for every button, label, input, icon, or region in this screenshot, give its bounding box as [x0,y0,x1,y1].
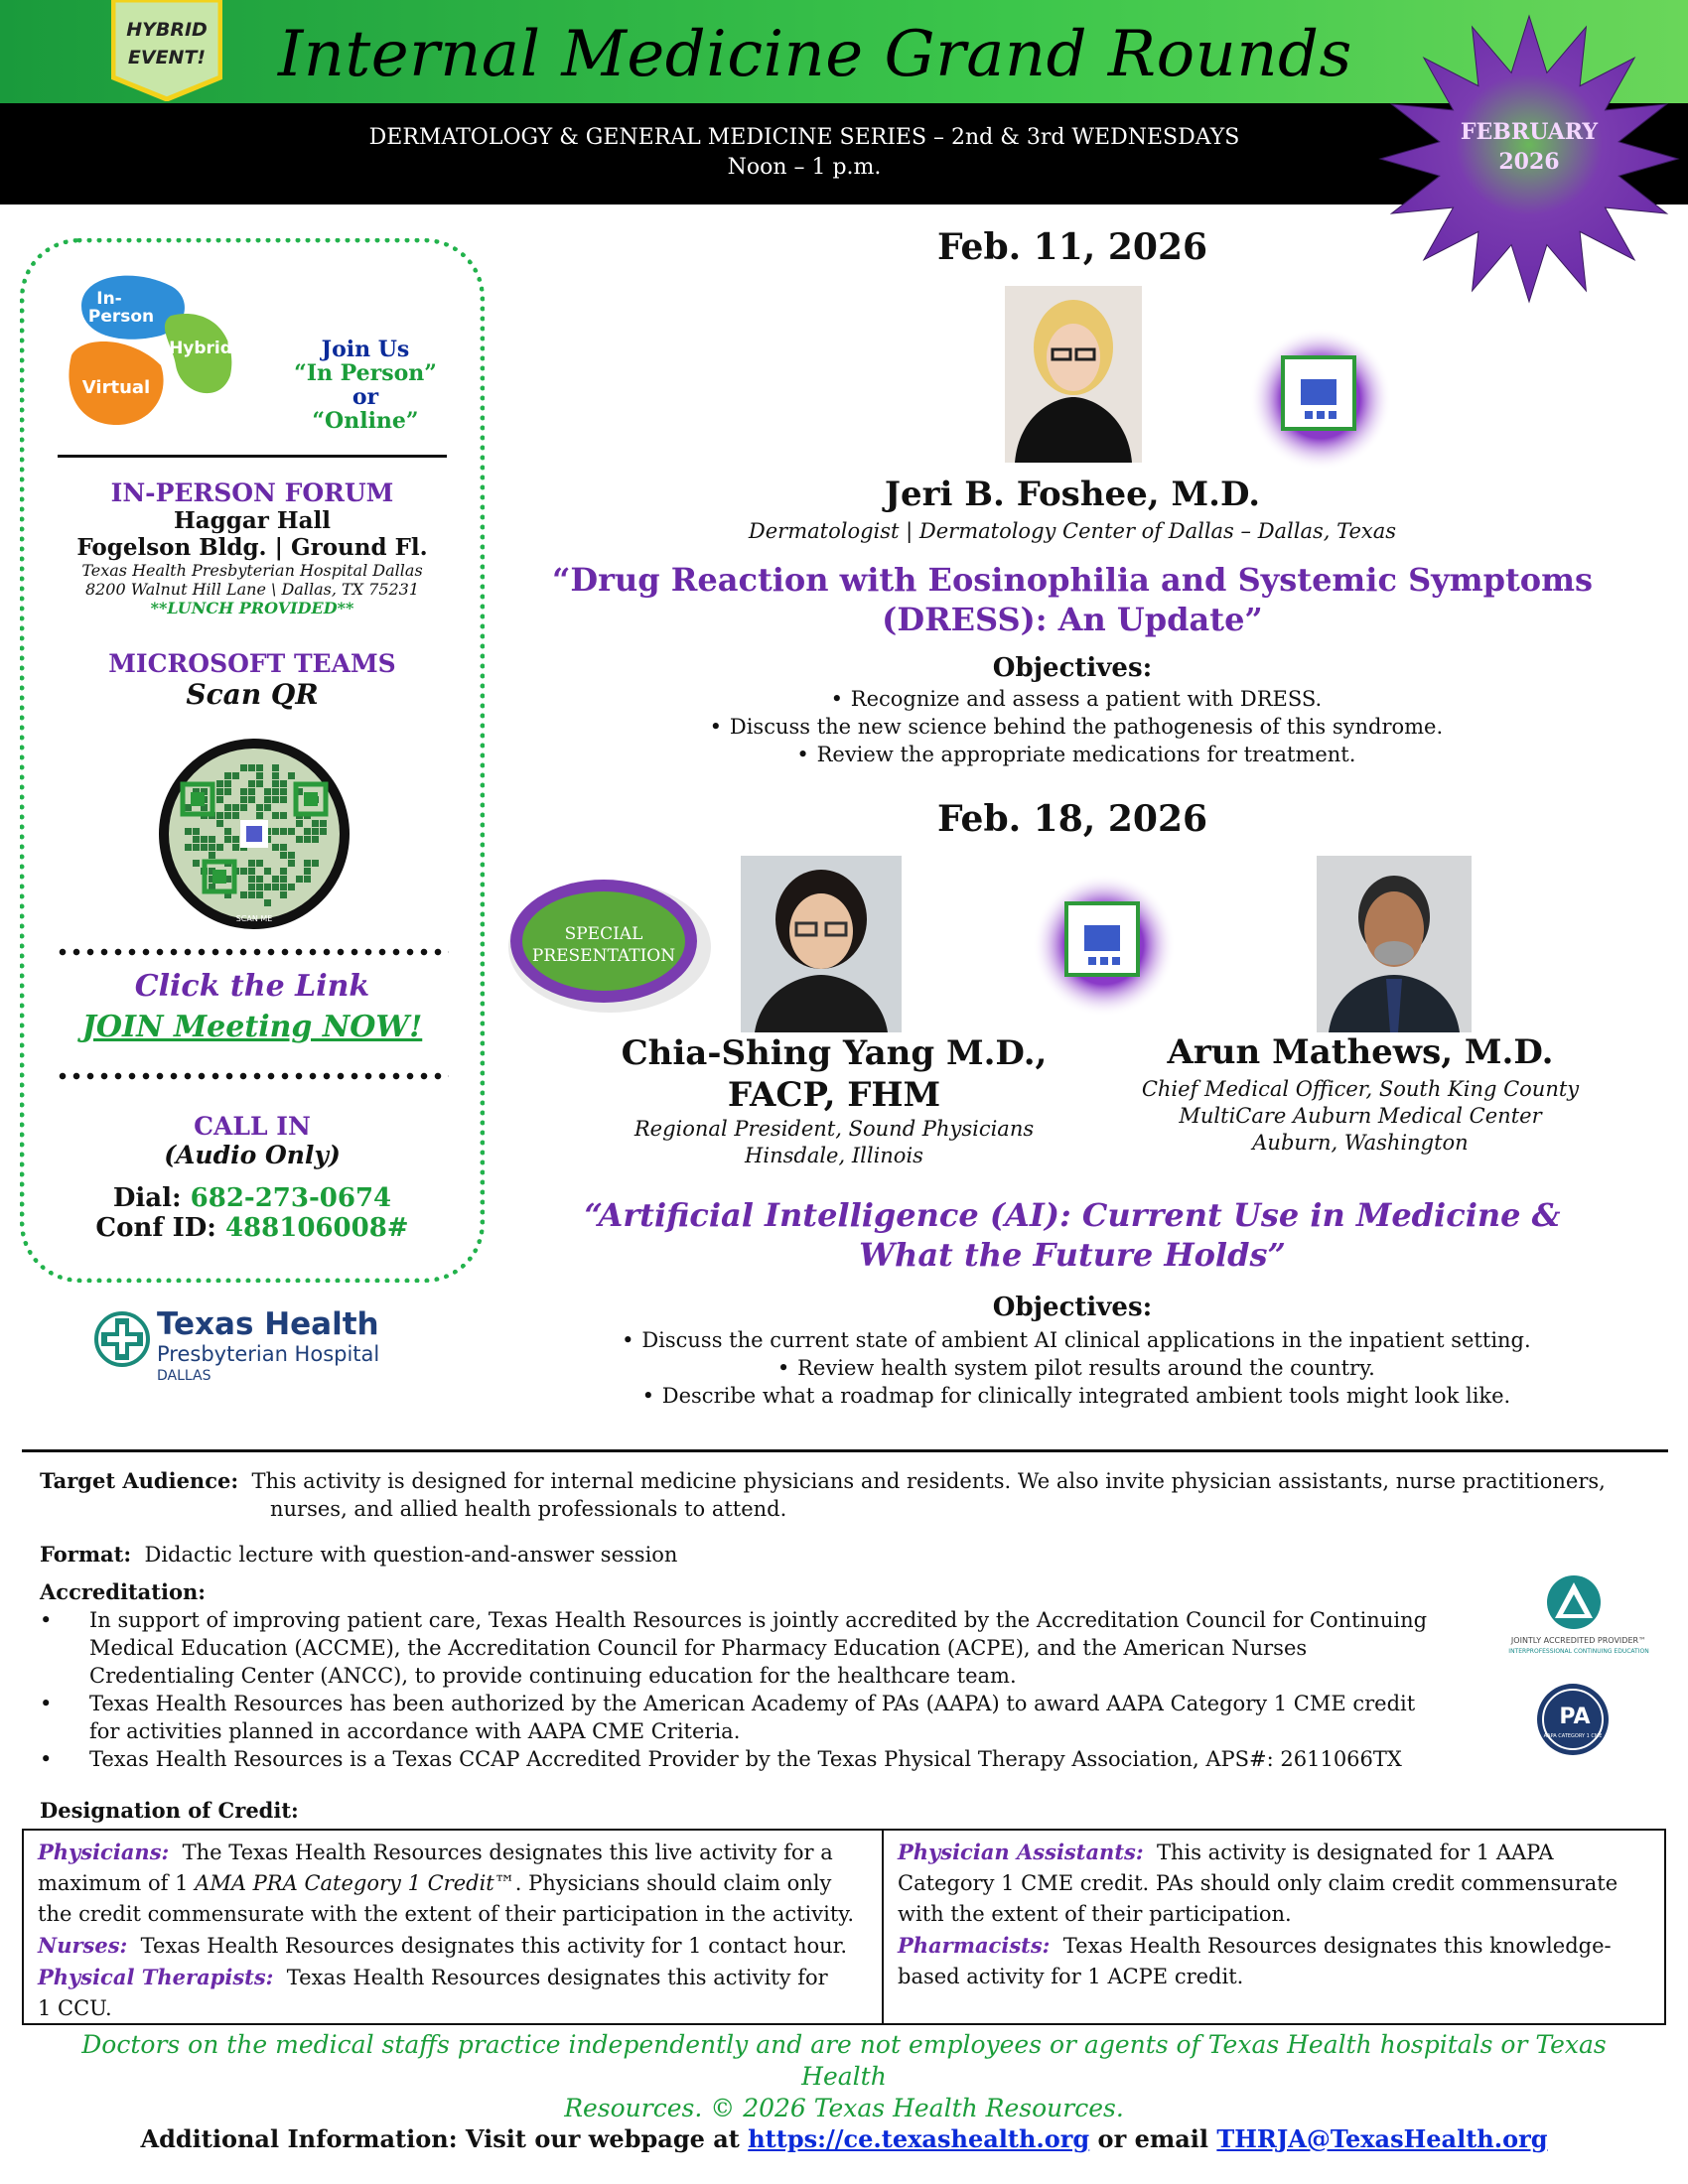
section-divider [22,1449,1668,1452]
accred-item: • In support of improving patient care, Texas Health Resources is jointly accredited by the Accreditation Council for Continuing Medical Education (ACCME), the Accreditation Council for Pharmacy Education (ACPE), and the American Nurses Credentialing Center (ANCC), to provide continuing education for the healthcare team. [40,1608,1428,1688]
accreditation-list [40,1606,1489,1773]
live-in-person-badge [1249,328,1392,471]
lunch-note: **LUNCH PROVIDED** [150,599,354,617]
dial-line [40,1183,465,1213]
affil1-line2: Hinsdale, Illinois [745,1144,923,1167]
join-line4: “Online” [312,408,419,434]
format-label: Format: [40,1542,132,1567]
special-line2: PRESENTATION [531,946,676,966]
email-link[interactable]: THRJA@TexasHealth.org [1216,2124,1548,2153]
credit-left-column [38,1837,872,2024]
conf-line [40,1213,465,1243]
designation-heading: Designation of Credit: [40,1798,299,1823]
dotted-divider [56,948,449,956]
thd-cross-icon [93,1310,151,1368]
page-title: Internal Medicine Grand Rounds [278,18,1352,91]
credit-text: Texas Health Resources designates this knowledge- [1062,1934,1612,1958]
credit-text: The Texas Health Resources designates this live activity for a [182,1841,833,1864]
logo-word-virtual: Virtual [81,377,151,398]
objective-item: • Recognize and assess a patient with DRESS. [830,687,1323,711]
teams-sub: Scan QR [186,678,319,711]
audience-text: This activity is designed for internal medicine physicians and residents. We also invite physician assistants, nurse practitioners, [251,1469,1606,1493]
session1-title [506,560,1638,639]
click-link-section [40,969,465,1044]
dotted-divider [56,1072,449,1080]
or-email-text: or email [1089,2124,1217,2153]
dial-number[interactable]: 682-273-0674 [190,1183,392,1213]
credit-role-physicians: Physicians: [38,1840,170,1864]
table-divider [882,1831,884,2023]
thd-name: Texas Health [157,1306,379,1342]
credit-role-pa: Physician Assistants: [898,1840,1144,1864]
jointly-accredited-logo [1489,1572,1668,1662]
format-line [40,1541,1430,1569]
credit-text: ™. Physicians should claim only [493,1871,832,1895]
join-line3: or [352,384,379,410]
session1-affiliation: Dermatologist | Dermatology Center of Dallas – Dallas, Texas [748,519,1397,543]
aapa-pa: PA [1559,1705,1591,1729]
credit-text: based activity for 1 ACPE credit. [898,1965,1244,1988]
conf-label: Conf ID: [95,1213,216,1243]
session1-title-line2: (DRESS): An Update” [882,601,1263,638]
credit-table [22,1829,1666,2025]
thd-city: DALLAS [157,1368,211,1384]
call-heading: CALL IN [194,1112,311,1141]
texas-health-logo [93,1306,411,1386]
series-time: Noon – 1 p.m. [727,155,882,180]
credit-text: Texas Health Resources designates this activity for [286,1966,828,1989]
join-line2: “In Person” [294,360,437,386]
dial-label: Dial: [112,1183,182,1213]
hybrid-tag-line2: EVENT! [127,47,207,68]
special-presentation-badge [504,870,715,1019]
session2-date: Feb. 18, 2026 [936,798,1208,840]
accred-item: • Texas Health Resources is a Texas CCAP Accredited Provider by the Texas Physical Therapy Association, APS#: 2611066TX [40,1747,1402,1771]
speaker1-name-line2: FACP, FHM [727,1075,941,1115]
credit-role-pharmacists: Pharmacists: [898,1933,1051,1958]
objective-item: • Discuss the new science behind the pathogenesis of this syndrome. [709,715,1444,739]
join-meeting-link[interactable]: JOIN Meeting NOW! [81,1010,423,1044]
disclaimer-line2: Resources. © 2026 Texas Health Resources. [564,2094,1124,2122]
disclaimer-line1: Doctors on the medical staffs practice independently and are not employees or agents of Texas Health hospitals or Texas Health [81,2030,1607,2091]
speaker-photo-foshee [1005,286,1142,463]
credit-role-pt: Physical Therapists: [38,1965,274,1989]
month-year: 2026 [1498,149,1560,175]
speaker1-name-line1: Chia-Shing Yang M.D., [621,1033,1048,1073]
session1-title-line1: “Drug Reaction with Eosinophilia and Systemic Symptoms [552,561,1593,599]
affil1-line1: Regional President, Sound Physicians [633,1117,1035,1141]
qr-caption: SCAN ME [235,914,273,923]
session2-affil1 [576,1116,1092,1169]
forum-hospital: Texas Health Presbyterian Hospital Dallas [81,561,423,580]
additional-info [0,2124,1688,2153]
session2-affil2 [1132,1076,1589,1157]
credit-right-column [898,1837,1652,1992]
session1-date: Feb. 11, 2026 [936,226,1208,268]
session1-objectives [536,685,1609,768]
jap-sub: INTERPROFESSIONAL CONTINUING EDUCATION [1508,1648,1649,1655]
teams-heading: MICROSOFT TEAMS [108,649,396,678]
additional-info-label: Additional Information: Visit our webpage at [140,2124,749,2153]
accred-item: • Texas Health Resources has been authorized by the American Academy of PAs (AAPA) to award AAPA Category 1 CME credit for activities planned in accordance with AAPA CME Criteria. [40,1692,1416,1743]
format-text: Didactic lecture with question-and-answer session [144,1543,678,1567]
hybrid-tag-line1: HYBRID [126,19,208,41]
session1-objectives-heading: Objectives: [992,653,1153,683]
credit-text: the credit commensurate with the extent of their participation in the activity. [38,1902,855,1926]
disclaimer [60,2029,1628,2124]
accreditation-heading: Accreditation: [40,1579,206,1604]
forum-address: 8200 Walnut Hill Lane \ Dallas, TX 75231 [84,580,420,599]
session2-objectives-heading: Objectives: [992,1293,1153,1322]
jap-caption: JOINTLY ACCREDITED PROVIDER™ [1510,1636,1647,1645]
webpage-link[interactable]: https://ce.texashealth.org [748,2124,1090,2153]
month-label [1410,117,1648,177]
objective-item: • Discuss the current state of ambient AI clinical applications in the inpatient setting. [622,1328,1531,1352]
credit-text: Texas Health Resources designates this activity for 1 contact hour. [140,1934,848,1958]
credit-text: This activity is designated for 1 AAPA [1156,1841,1554,1864]
session1-speaker: Jeri B. Foshee, M.D. [884,475,1261,514]
in-person-forum [40,478,465,617]
forum-building: Fogelson Bldg. | Ground Fl. [76,534,428,561]
session2-objectives [516,1326,1628,1410]
teams-section [40,649,465,711]
session2-title-line1: “Artificial Intelligence (AI): Current Use in Medicine & [584,1196,1561,1234]
teams-qr-code[interactable] [155,735,353,933]
target-audience [40,1467,1628,1523]
credit-text: maximum of 1 [38,1871,196,1895]
affil2-line3: Auburn, Washington [1252,1131,1469,1155]
speaker-photo-mathews [1317,856,1472,1032]
month-name: FEBRUARY [1460,119,1599,145]
series-name: DERMATOLOGY & GENERAL MEDICINE SERIES – 2nd & 3rd WEDNESDAYS [368,125,1240,150]
logo-word-person: Person [87,307,155,327]
audience-label: Target Audience: [40,1468,239,1493]
credit-role-nurses: Nurses: [38,1933,128,1958]
speaker-photo-yang [741,856,902,1032]
divider [58,455,447,458]
thd-sub: Presbyterian Hospital [157,1342,380,1366]
session2-speaker1 [576,1032,1092,1116]
session2-title [516,1195,1628,1275]
aapa-logo [1535,1682,1611,1757]
forum-heading: IN-PERSON FORUM [110,478,394,507]
objective-item: • Review health system pilot results around the country. [776,1356,1375,1380]
audience-text-2: nurses, and allied health professionals to attend. [270,1497,787,1521]
call-sub: (Audio Only) [164,1141,341,1169]
session2-speaker2: Arun Mathews, M.D. [1167,1032,1554,1072]
conf-number: 488106008# [224,1213,409,1243]
series-info [228,123,1380,183]
credit-text: with the extent of their participation. [898,1902,1292,1926]
objective-item: • Describe what a roadmap for clinically integrated ambient tools might look like. [641,1384,1511,1408]
click-label: Click the Link [134,969,370,1004]
hybrid-logo [62,266,240,435]
forum-venue: Haggar Hall [174,507,331,534]
affil2-line1: Chief Medical Officer, South King County [1141,1077,1580,1101]
objective-item: • Review the appropriate medications for treatment. [796,743,1356,766]
live-in-person-badge [1033,874,1176,1017]
credit-text: AMA PRA Category 1 Credit [195,1871,494,1895]
aapa-caption: AAPA CATEGORY 1 CME [1543,1733,1603,1739]
credit-text: Category 1 CME credit. PAs should only claim credit commensurate [898,1871,1618,1895]
logo-word-hybrid: Hybrid [169,339,232,358]
affil2-line2: MultiCare Auburn Medical Center [1179,1104,1542,1128]
call-in-section [40,1112,465,1243]
credit-text: 1 CCU. [38,1996,112,2020]
logo-word-in: In- [96,289,122,309]
join-us-block [286,338,445,433]
session2-title-line2: What the Future Holds” [859,1236,1286,1274]
special-line1: SPECIAL [564,924,643,944]
join-line1: Join Us [321,337,410,362]
hybrid-event-tag [111,0,222,101]
